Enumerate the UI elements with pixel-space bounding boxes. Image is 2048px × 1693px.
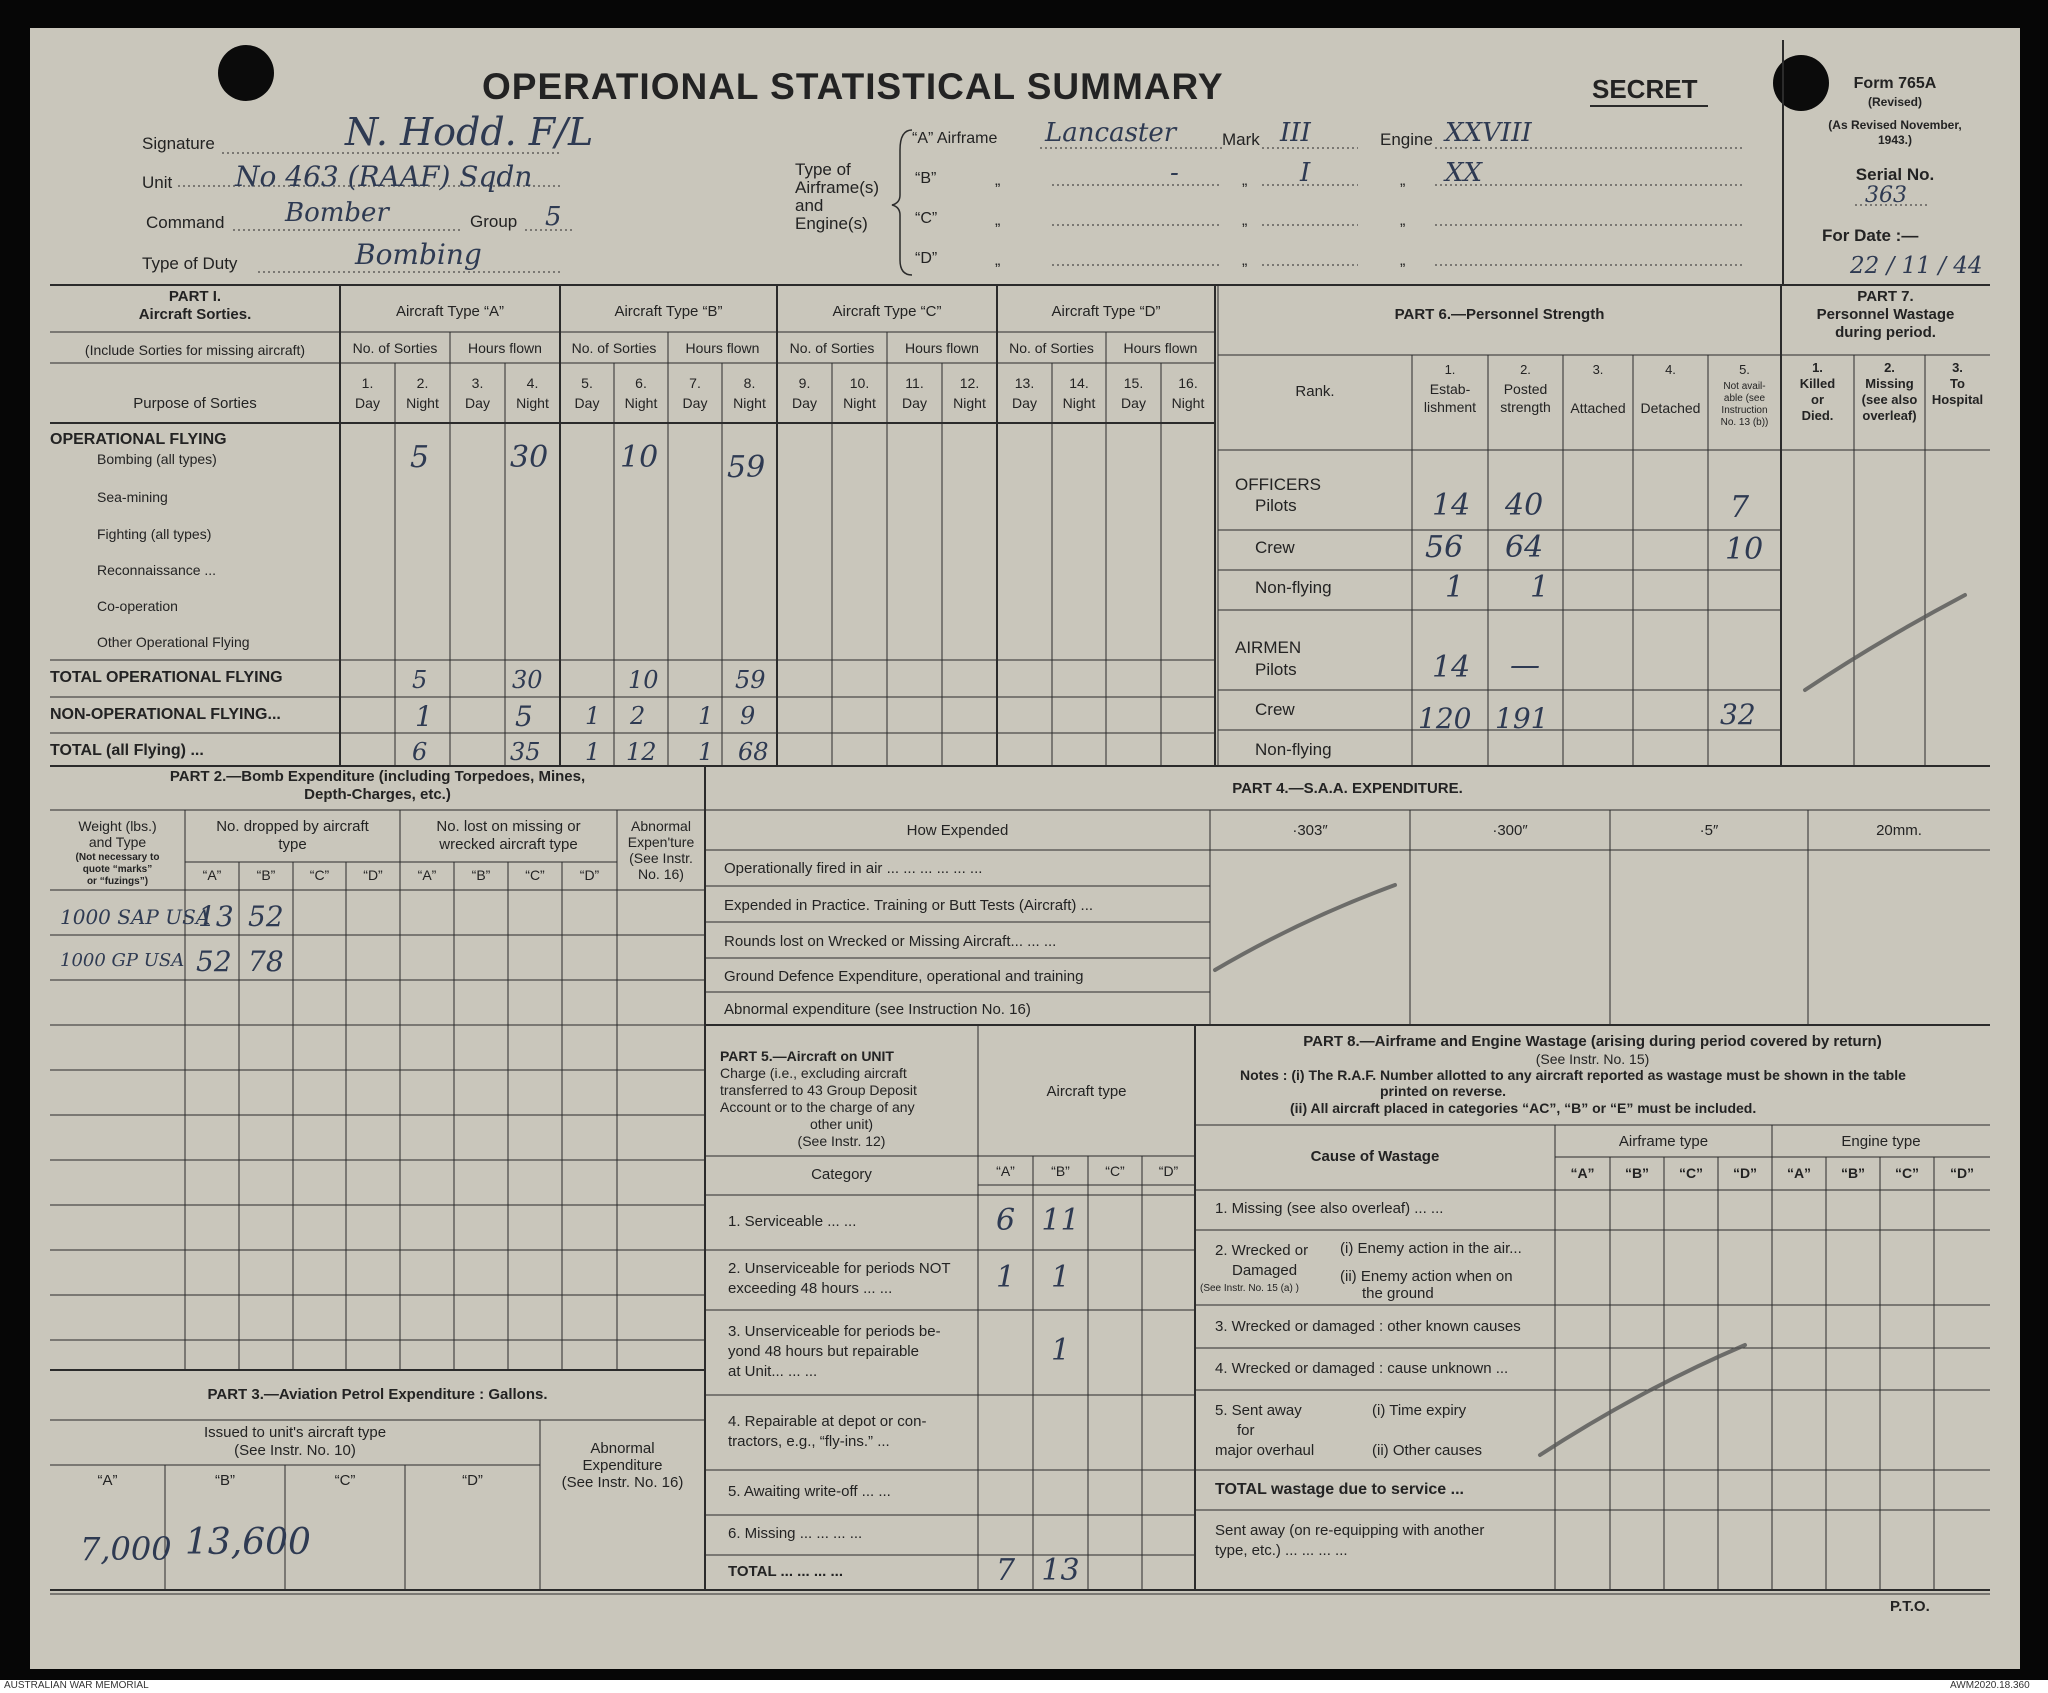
ditto-d: „ bbox=[995, 252, 1001, 269]
off-crew-posted: 64 bbox=[1505, 530, 1544, 565]
part5-aircraft-type: Aircraft type bbox=[1046, 1083, 1127, 1100]
weight-note: (Not necessary to bbox=[75, 852, 160, 863]
officers-label: OFFICERS bbox=[1235, 475, 1321, 494]
petrol-abnormal-header-2: Expenditure bbox=[582, 1457, 663, 1474]
p2-dropped-c-header: “C” bbox=[309, 867, 330, 883]
engine-ditto-d: „ bbox=[1400, 252, 1406, 269]
part8-title: PART 8.—Airframe and Engine Wastage (arising during period covered by return) bbox=[1303, 1033, 1882, 1050]
saa-303-header: ·303″ bbox=[1292, 822, 1328, 839]
non-op-label: NON-OPERATIONAL FLYING... bbox=[50, 706, 281, 723]
col-2-label: Night bbox=[406, 395, 439, 411]
col-8-number: 8. bbox=[743, 375, 756, 391]
part5-category: Category bbox=[811, 1166, 872, 1183]
total-op-a-night-sorties: 5 bbox=[412, 666, 428, 694]
part8-notes-2: printed on reverse. bbox=[1380, 1083, 1507, 1099]
total-all-b-day-sorties: 1 bbox=[585, 738, 601, 766]
petrol-abnormal-header-3: (See Instr. No. 16) bbox=[561, 1474, 684, 1491]
p5-row-7-a: 7 bbox=[995, 1552, 1016, 1588]
p6-col-2-label-2: strength bbox=[1500, 399, 1551, 415]
part7-subtitle-2: during period. bbox=[1835, 324, 1936, 341]
bomb-type-1: 1000 SAP USA bbox=[60, 905, 211, 929]
mark-label: Mark bbox=[1222, 130, 1260, 149]
p5-row-3-label-1: 3. Unserviceable for periods be- bbox=[728, 1322, 941, 1340]
op-flying-label: OPERATIONAL FLYING bbox=[50, 431, 227, 448]
part5-title-line-1: PART 5.—Aircraft on UNIT bbox=[720, 1048, 894, 1064]
air-pilots-posted: — bbox=[1510, 648, 1540, 683]
airmen-crew-label: Crew bbox=[1255, 700, 1295, 719]
wastage-enemy-ground-2: the ground bbox=[1362, 1285, 1434, 1302]
engine-ditto-c: „ bbox=[1400, 212, 1406, 229]
total-op-b-night-sorties: 10 bbox=[628, 666, 659, 694]
p5-row-2-label-1: 2. Unserviceable for periods NOT bbox=[728, 1260, 951, 1277]
weight-header-2: and Type bbox=[88, 834, 147, 850]
wastage-unknown: 4. Wrecked or damaged : cause unknown ... bbox=[1215, 1360, 1509, 1377]
part5-title-line-3: transferred to 43 Group Deposit bbox=[720, 1082, 917, 1098]
col-11-label: Day bbox=[902, 395, 927, 411]
col-7-number: 7. bbox=[689, 375, 701, 391]
row-co-operation: Co-operation bbox=[97, 598, 178, 614]
footer-institution: AUSTRALIAN WAR MEMORIAL bbox=[4, 1680, 149, 1691]
p6-col-2-label-1: Posted bbox=[1503, 381, 1548, 397]
footer-accession: AWM2020.18.360 bbox=[1950, 1680, 2030, 1691]
p2-dropped-d-header: “D” bbox=[363, 867, 383, 883]
form-revised: (Revised) bbox=[1867, 95, 1923, 109]
col-3-label: Day bbox=[465, 395, 490, 411]
issued-header-2: (See Instr. No. 10) bbox=[234, 1442, 356, 1459]
bombing-a-night-sorties: 5 bbox=[410, 440, 430, 475]
p6-col-4-number: 4. bbox=[1665, 362, 1676, 377]
p5-row-5-label-1: 5. Awaiting write-off ... ... bbox=[728, 1482, 891, 1500]
airmen-label: AIRMEN bbox=[1235, 638, 1302, 657]
p7-col-2-line-1: 2. bbox=[1884, 360, 1895, 375]
command-value: Bomber bbox=[285, 198, 389, 228]
airframes-type-label: Type of bbox=[795, 160, 851, 179]
p5-row-3-label-2: yond 48 hours but repairable bbox=[728, 1342, 919, 1360]
off-nonflying-posted: 1 bbox=[1530, 570, 1550, 605]
p8-engine-c-header: “C” bbox=[1894, 1165, 1920, 1181]
form-revised-note-2: 1943.) bbox=[1877, 133, 1913, 147]
hours-d: Hours flown bbox=[1123, 340, 1198, 356]
part8-notes-3: (ii) All aircraft placed in categories “AC”, “B” or “E” must be included. bbox=[1290, 1100, 1757, 1116]
off-crew-estab: 56 bbox=[1425, 530, 1464, 565]
hours-a: Hours flown bbox=[468, 340, 542, 356]
wastage-total: TOTAL wastage due to service ... bbox=[1215, 1481, 1464, 1498]
petrol-c-header: “C” bbox=[334, 1472, 356, 1489]
type-d-header: Aircraft Type “D” bbox=[1051, 303, 1161, 320]
col-8-label: Night bbox=[733, 395, 766, 411]
engine-ditto-b: „ bbox=[1400, 172, 1406, 189]
bomb-2-dropped-b: 78 bbox=[248, 945, 284, 978]
weight-note-2: quote “marks” bbox=[82, 864, 153, 875]
col-5-number: 5. bbox=[581, 375, 593, 391]
duty-label: Type of Duty bbox=[142, 254, 238, 273]
p7-col-2-line-3: (see also bbox=[1861, 392, 1918, 407]
col-9-number: 9. bbox=[798, 375, 811, 391]
p6-col-1-label-1: Estab- bbox=[1429, 381, 1471, 397]
abnormal-header: Abnormal bbox=[631, 818, 691, 834]
p8-airframe-d-header: “D” bbox=[1732, 1165, 1758, 1181]
form-number: Form 765A bbox=[1853, 75, 1937, 92]
officers-crew-label: Crew bbox=[1255, 538, 1295, 557]
sorties-a: No. of Sorties bbox=[352, 340, 438, 356]
abnormal-header-3: (See Instr. bbox=[629, 850, 693, 866]
saa-300-header: ·300″ bbox=[1492, 822, 1528, 839]
p6-col-2-number: 2. bbox=[1520, 362, 1531, 377]
air-crew-posted: 191 bbox=[1495, 702, 1549, 735]
non-op-b-night-sorties: 2 bbox=[630, 702, 646, 730]
p8-airframe-c-header: “C” bbox=[1678, 1165, 1704, 1181]
p5-row-1-label-1: 1. Serviceable ... ... bbox=[728, 1212, 857, 1230]
bomb-1-dropped-b: 52 bbox=[248, 900, 284, 933]
p6-col-3-number: 3. bbox=[1592, 362, 1604, 377]
part8-instr: (See Instr. No. 15) bbox=[1535, 1051, 1650, 1067]
p2-dropped-a-header: “A” bbox=[202, 867, 222, 883]
p7-col-2-line-4: overleaf) bbox=[1862, 408, 1917, 423]
non-op-a-night-sorties: 1 bbox=[415, 700, 433, 733]
petrol-b-value: 13,600 bbox=[185, 1522, 311, 1563]
saa-20mm-header: 20mm. bbox=[1876, 822, 1922, 839]
abnormal-header-2: Expen'ture bbox=[627, 834, 695, 850]
part4-title: PART 4.—S.A.A. EXPENDITURE. bbox=[1232, 780, 1463, 797]
petrol-d-header: “D” bbox=[462, 1472, 483, 1489]
part1-title: PART I. bbox=[168, 288, 222, 305]
p7-col-1-line-3: or bbox=[1811, 392, 1824, 407]
part6-title: PART 6.—Personnel Strength bbox=[1394, 306, 1605, 323]
airframe-row-b: “B” bbox=[915, 170, 937, 187]
col-10-label: Night bbox=[843, 395, 876, 411]
saa-row-operational: Operationally fired in air ... ... ... ... ... ... bbox=[724, 860, 983, 877]
total-all-b-night-hours: 68 bbox=[738, 738, 769, 766]
p2-lost-c-header: “C” bbox=[525, 867, 545, 883]
col-12-number: 12. bbox=[959, 375, 980, 391]
total-all-a-night-sorties: 6 bbox=[412, 738, 428, 766]
off-pilots-unavailable: 7 bbox=[1730, 490, 1750, 525]
airframe-row-a: “A” Airframe bbox=[912, 130, 998, 147]
p7-col-3-line-3: Hospital bbox=[1931, 392, 1984, 407]
air-crew-estab: 120 bbox=[1418, 702, 1472, 735]
col-2-number: 2. bbox=[416, 375, 429, 391]
col-15-number: 15. bbox=[1123, 375, 1144, 391]
dropped-header-2: type bbox=[278, 836, 307, 853]
p5-row-3-label-3: at Unit... ... ... bbox=[728, 1362, 818, 1380]
pto-label: P.T.O. bbox=[1890, 1598, 1930, 1615]
saa-5-header: ·5″ bbox=[1699, 822, 1719, 839]
row-sea-mining: Sea-mining bbox=[97, 489, 168, 505]
rank-header: Rank. bbox=[1295, 383, 1335, 400]
p5-row-2-label-2: exceeding 48 hours ... ... bbox=[728, 1280, 893, 1297]
air-crew-unavailable: 32 bbox=[1720, 698, 1756, 731]
abnormal-header-4: No. 16) bbox=[638, 866, 684, 882]
col-12-label: Night bbox=[953, 395, 986, 411]
col-15-label: Day bbox=[1121, 395, 1146, 411]
petrol-a-value: 7,000 bbox=[80, 1530, 172, 1568]
signature-label: Signature bbox=[142, 134, 215, 153]
p5-row-7-b: 13 bbox=[1041, 1552, 1080, 1588]
total-all-a-night-hours: 35 bbox=[510, 738, 541, 766]
officers-nonflying-label: Non-flying bbox=[1255, 578, 1332, 597]
non-op-a-night-hours: 5 bbox=[515, 700, 533, 733]
sorties-d: No. of Sorties bbox=[1009, 340, 1094, 356]
airframes-type-label-3: and bbox=[795, 196, 824, 215]
p5-row-2-b: 1 bbox=[1050, 1260, 1071, 1295]
p7-col-3-line-2: To bbox=[1950, 376, 1965, 391]
unit-label: Unit bbox=[142, 173, 173, 192]
engine-label: Engine bbox=[1380, 130, 1433, 149]
signature-value: N. Hodd. F/L bbox=[345, 110, 594, 154]
petrol-a-header: “A” bbox=[97, 1472, 118, 1489]
off-nonflying-estab: 1 bbox=[1445, 570, 1465, 605]
col-11-number: 11. bbox=[905, 375, 924, 391]
part5-title-line-2: Charge (i.e., excluding aircraft bbox=[720, 1065, 907, 1081]
col-4-number: 4. bbox=[526, 375, 539, 391]
wastage-sent-away: 5. Sent away bbox=[1215, 1402, 1302, 1419]
officers-pilots-label: Pilots bbox=[1255, 496, 1297, 515]
part8-notes: Notes : (i) The R.A.F. Number allotted to any aircraft reported as wastage must be shown in the table bbox=[1240, 1067, 1906, 1083]
p6-col-5-label-4: No. 13 (b)) bbox=[1720, 417, 1769, 428]
p5-row-4-label-1: 4. Repairable at depot or con- bbox=[728, 1412, 927, 1430]
airframe-b-value: - bbox=[1170, 158, 1179, 188]
total-all-label: TOTAL (all Flying) ... bbox=[50, 742, 204, 759]
off-pilots-posted: 40 bbox=[1505, 488, 1544, 523]
weight-note-3: or “fuzings”) bbox=[86, 876, 149, 887]
row-fighting: Fighting (all types) bbox=[97, 526, 212, 542]
col-6-number: 6. bbox=[635, 375, 647, 391]
petrol-abnormal-header: Abnormal bbox=[590, 1440, 655, 1457]
p6-col-5-number: 5. bbox=[1739, 362, 1750, 377]
p7-col-3-line-1: 3. bbox=[1952, 360, 1963, 375]
wastage-for: for bbox=[1237, 1422, 1255, 1439]
wastage-sent-away-reequip-2: type, etc.) ... ... ... ... bbox=[1215, 1542, 1348, 1559]
p6-col-1-label-2: lishment bbox=[1423, 399, 1477, 415]
for-date-label: For Date :— bbox=[1822, 226, 1919, 245]
col-14-number: 14. bbox=[1069, 375, 1089, 391]
p5-row-3-b: 1 bbox=[1050, 1332, 1071, 1368]
duty-value: Bombing bbox=[355, 238, 482, 271]
part7-subtitle: Personnel Wastage bbox=[1816, 306, 1955, 323]
total-all-b-day-hours: 1 bbox=[698, 738, 714, 766]
part1-purpose: Purpose of Sorties bbox=[133, 395, 257, 412]
p5-row-1-b: 11 bbox=[1041, 1202, 1080, 1238]
bombing-b-night-hours: 59 bbox=[727, 450, 766, 485]
bomb-1-dropped-a: 13 bbox=[198, 900, 234, 933]
group-value: 5 bbox=[545, 202, 562, 232]
p8-engine-b-header: “B” bbox=[1840, 1165, 1866, 1181]
non-op-b-night-hours: 9 bbox=[740, 702, 756, 730]
col-4-label: Night bbox=[516, 395, 549, 411]
p8-airframe-a-header: “A” bbox=[1570, 1165, 1595, 1181]
p5-row-6-label-1: 6. Missing ... ... ... ... bbox=[728, 1525, 863, 1542]
part5-title-line-6: (See Instr. 12) bbox=[797, 1133, 886, 1149]
p6-col-5-label-1: Not avail- bbox=[1723, 381, 1766, 392]
hours-c: Hours flown bbox=[905, 340, 979, 356]
p5-a-header: “A” bbox=[996, 1163, 1015, 1179]
p5-b-header: “B” bbox=[1051, 1163, 1070, 1179]
ditto-b: „ bbox=[995, 172, 1001, 189]
airframe-row-c: “C” bbox=[915, 210, 938, 227]
p6-col-1-number: 1. bbox=[1444, 362, 1456, 377]
col-9-label: Day bbox=[792, 395, 817, 411]
airframe-row-d: “D” bbox=[915, 250, 938, 267]
airmen-pilots-label: Pilots bbox=[1255, 660, 1297, 679]
col-13-label: Day bbox=[1012, 395, 1037, 411]
p8-engine-a-header: “A” bbox=[1786, 1165, 1812, 1181]
col-5-label: Day bbox=[574, 395, 600, 411]
wastage-wrecked-instr: (See Instr. No. 15 (a) ) bbox=[1200, 1283, 1299, 1294]
serial-label: Serial No. bbox=[1855, 165, 1935, 184]
air-pilots-estab: 14 bbox=[1432, 650, 1471, 685]
form-revised-note: (As Revised November, bbox=[1828, 118, 1962, 132]
sorties-c: No. of Sorties bbox=[789, 340, 875, 356]
total-op-a-night-hours: 30 bbox=[512, 666, 543, 694]
col-3-number: 3. bbox=[471, 375, 484, 391]
p7-col-1-line-4: Died. bbox=[1801, 408, 1834, 423]
wastage-damaged-label: Damaged bbox=[1232, 1262, 1298, 1279]
wastage-other-causes: (ii) Other causes bbox=[1372, 1442, 1483, 1459]
part2-title: PART 2.—Bomb Expenditure (including Torpedoes, Mines, bbox=[169, 768, 586, 785]
airframe-a-value: Lancaster bbox=[1045, 118, 1177, 148]
how-expended-header: How Expended bbox=[906, 822, 1009, 839]
part5-title-line-5: other unit) bbox=[809, 1116, 874, 1132]
saa-row-abnormal: Abnormal expenditure (see Instruction No. 16) bbox=[724, 1001, 1031, 1018]
serial-value: 363 bbox=[1865, 183, 1907, 208]
p7-col-1-line-2: Killed bbox=[1799, 376, 1836, 391]
part5-title-line-4: Account or to the charge of any bbox=[720, 1099, 915, 1115]
ditto-c: „ bbox=[995, 212, 1001, 229]
total-op-label: TOTAL OPERATIONAL FLYING bbox=[50, 669, 283, 686]
row-reconnaissance: Reconnaissance ... bbox=[97, 562, 217, 578]
p2-lost-b-header: “B” bbox=[471, 867, 491, 883]
col-7-label: Day bbox=[682, 395, 708, 411]
form-title: OPERATIONAL STATISTICAL SUMMARY bbox=[482, 66, 1224, 107]
p2-dropped-b-header: “B” bbox=[256, 867, 276, 883]
cause-of-wastage-header: Cause of Wastage bbox=[1310, 1148, 1440, 1165]
weight-header: Weight (lbs.) bbox=[78, 818, 157, 834]
p6-col-5-label-3: Instruction bbox=[1721, 405, 1768, 416]
bombing-a-night-hours: 30 bbox=[510, 440, 549, 475]
p5-c-header: “C” bbox=[1105, 1163, 1125, 1179]
p5-d-header: “D” bbox=[1158, 1163, 1179, 1179]
saa-row-practice: Expended in Practice. Training or Butt Tests (Aircraft) ... bbox=[724, 897, 1094, 914]
engine-b-value: XX bbox=[1445, 158, 1483, 188]
wastage-time-expiry: (i) Time expiry bbox=[1372, 1402, 1467, 1419]
airmen-nonflying-label: Non-flying bbox=[1255, 740, 1332, 759]
unit-value: No 463 (RAAF) Sqdn bbox=[235, 160, 533, 193]
wastage-wrecked-label: 2. Wrecked or bbox=[1215, 1242, 1309, 1259]
p6-col-3-label-1: Attached bbox=[1570, 400, 1626, 416]
col-14-label: Night bbox=[1062, 395, 1096, 411]
bomb-type-2: 1000 GP USA bbox=[60, 950, 185, 971]
total-op-b-night-hours: 59 bbox=[735, 666, 766, 694]
airframe-type-header: Airframe type bbox=[1618, 1133, 1709, 1150]
saa-row-ground: Ground Defence Expenditure, operational and training bbox=[724, 968, 1084, 985]
mark-ditto-b: „ bbox=[1242, 172, 1248, 189]
p5-row-7-label-1: TOTAL ... ... ... ... bbox=[728, 1562, 844, 1580]
airframes-type-label-2: Airframe(s) bbox=[795, 178, 880, 197]
p5-row-4-label-2: tractors, e.g., “fly-ins.” ... bbox=[728, 1432, 890, 1450]
part1-note: (Include Sorties for missing aircraft) bbox=[84, 342, 306, 358]
type-a-header: Aircraft Type “A” bbox=[395, 303, 505, 320]
airframes-type-label-4: Engine(s) bbox=[795, 214, 868, 233]
for-date-value: 22 / 11 / 44 bbox=[1850, 253, 1983, 279]
engine-type-header: Engine type bbox=[1841, 1133, 1921, 1150]
col-13-number: 13. bbox=[1014, 375, 1035, 391]
mark-ditto-c: „ bbox=[1242, 212, 1248, 229]
p6-col-5-label-2: able (see bbox=[1723, 393, 1766, 404]
wastage-enemy-air: (i) Enemy action in the air... bbox=[1340, 1240, 1522, 1257]
p5-row-1-a: 6 bbox=[995, 1202, 1016, 1238]
p7-col-2-line-2: Missing bbox=[1865, 376, 1914, 391]
col-10-number: 10. bbox=[849, 375, 870, 391]
off-pilots-estab: 14 bbox=[1432, 488, 1471, 523]
part3-title: PART 3.—Aviation Petrol Expenditure : Gallons. bbox=[207, 1386, 548, 1403]
mark-b-value: I bbox=[1300, 158, 1311, 188]
mark-ditto-d: „ bbox=[1242, 252, 1248, 269]
lost-header: No. lost on missing or bbox=[436, 818, 581, 835]
p8-airframe-b-header: “B” bbox=[1624, 1165, 1650, 1181]
total-all-b-night-sorties: 12 bbox=[626, 738, 657, 766]
mark-a-value: III bbox=[1280, 118, 1311, 148]
sorties-b: No. of Sorties bbox=[571, 340, 657, 356]
part7-title: PART 7. bbox=[1857, 288, 1914, 305]
p2-lost-d-header: “D” bbox=[579, 867, 600, 883]
non-op-b-day-sorties: 1 bbox=[585, 702, 601, 730]
engine-a-value: XXVIII bbox=[1445, 118, 1532, 148]
non-op-b-day-hours: 1 bbox=[698, 702, 714, 730]
col-6-label: Night bbox=[624, 395, 658, 411]
p5-row-2-a: 1 bbox=[995, 1260, 1016, 1295]
off-crew-unavailable: 10 bbox=[1725, 532, 1764, 567]
p6-col-4-label-1: Detached bbox=[1640, 400, 1701, 416]
wastage-other-known: 3. Wrecked or damaged : other known causes bbox=[1215, 1318, 1521, 1335]
type-c-header: Aircraft Type “C” bbox=[832, 303, 942, 320]
col-1-label: Day bbox=[355, 395, 380, 411]
p8-engine-d-header: “D” bbox=[1949, 1165, 1975, 1181]
p7-col-1-line-1: 1. bbox=[1812, 360, 1823, 375]
group-label: Group bbox=[470, 212, 518, 231]
p2-lost-a-header: “A” bbox=[417, 867, 437, 883]
hours-b: Hours flown bbox=[685, 340, 760, 356]
type-b-header: Aircraft Type “B” bbox=[614, 303, 723, 320]
row-other-operational: Other Operational Flying bbox=[97, 634, 250, 650]
lost-header-2: wrecked aircraft type bbox=[439, 836, 578, 853]
part2-title-2: Depth-Charges, etc.) bbox=[304, 786, 451, 803]
col-16-number: 16. bbox=[1178, 375, 1198, 391]
issued-header: Issued to unit's aircraft type bbox=[203, 1424, 387, 1441]
bomb-2-dropped-a: 52 bbox=[196, 945, 232, 978]
wastage-major-overhaul: major overhaul bbox=[1215, 1442, 1315, 1459]
dropped-header: No. dropped by aircraft bbox=[216, 818, 369, 835]
wastage-missing: 1. Missing (see also overleaf) ... ... bbox=[1215, 1200, 1444, 1217]
part1-subtitle: Aircraft Sorties. bbox=[138, 306, 252, 323]
petrol-b-header: “B” bbox=[215, 1472, 235, 1489]
wastage-enemy-ground: (ii) Enemy action when on bbox=[1340, 1268, 1513, 1285]
command-label: Command bbox=[146, 213, 225, 232]
col-16-label: Night bbox=[1171, 395, 1205, 411]
row-bombing: Bombing (all types) bbox=[97, 451, 217, 467]
wastage-sent-away-reequip: Sent away (on re-equipping with another bbox=[1215, 1522, 1485, 1539]
col-1-number: 1. bbox=[361, 375, 374, 391]
bombing-b-night-sorties: 10 bbox=[620, 440, 659, 475]
secret-label: SECRET bbox=[1592, 74, 1698, 104]
saa-row-lost: Rounds lost on Wrecked or Missing Aircraft... ... ... bbox=[724, 933, 1057, 950]
